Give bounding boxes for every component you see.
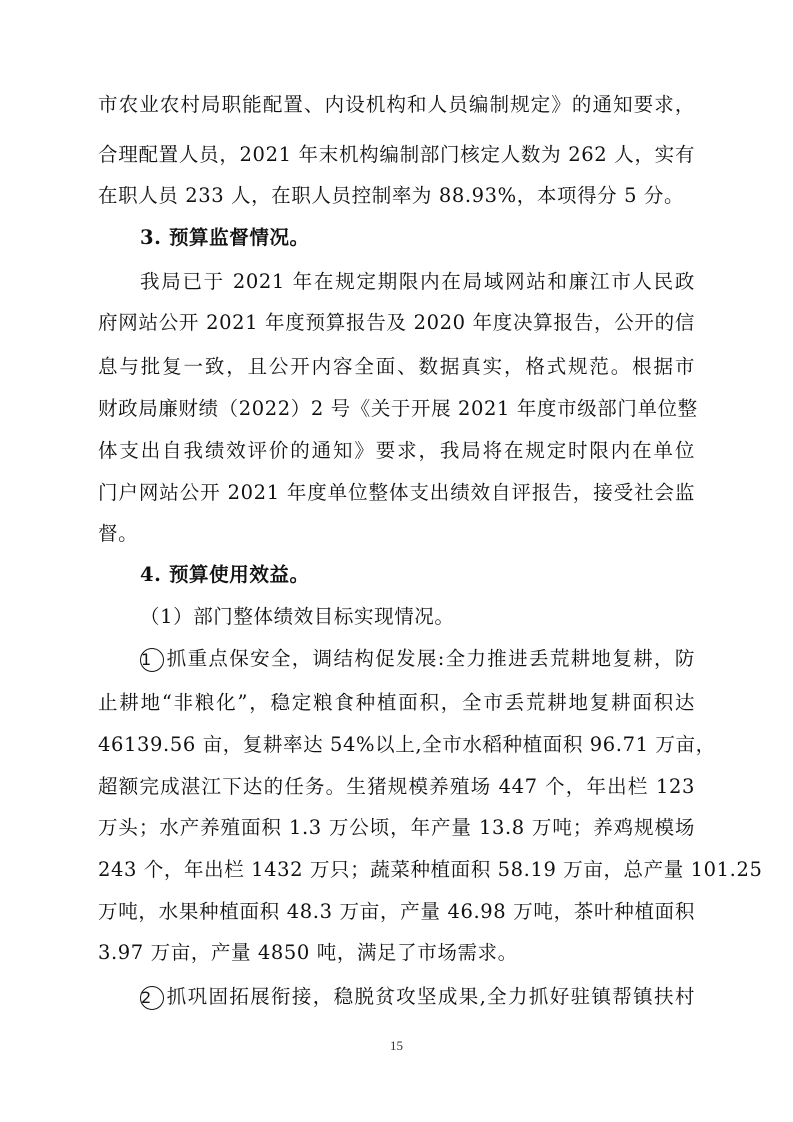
paragraph-text: 抓重点保安全，调结构促发展:全力推进丢荒耕地复耕，防 — [166, 647, 695, 670]
paragraph-line — [140, 985, 695, 1010]
paragraph-line: 合理配置人员，2021 年末机构编制部门核定人数为 262 人，实有 — [98, 143, 695, 166]
circled-number-marker: 2 — [140, 986, 164, 1010]
paragraph-line: 督。 — [98, 522, 139, 545]
page-number: 15 — [390, 1038, 403, 1053]
paragraph-line: 46139.56 亩，复耕率达 54%以上,全市水稻种植面积 96.71 万亩， — [98, 733, 716, 756]
circled-number-marker: 1 — [140, 648, 164, 672]
paragraph-line: 我局已于 2021 年在规定期限内在局域网站和廉江市人民政 — [140, 270, 695, 293]
paragraph-line: 243 个，年出栏 1432 万只；蔬菜种植面积 58.19 万亩，总产量 101.25 — [98, 858, 763, 881]
paragraph-line: 止耕地“非粮化”，稳定粮食种植面积，全市丢荒耕地复耕面积达 — [98, 691, 695, 714]
paragraph-line: 财政局廉财绩（2022）2 号《关于开展 2021 年度市级部门单位整 — [98, 397, 698, 420]
paragraph-line: 超额完成湛江下达的任务。生猪规模养殖场 447 个，年出栏 123 — [98, 775, 695, 798]
paragraph-line: 府网站公开 2021 年度预算报告及 2020 年度决算报告，公开的信 — [98, 311, 695, 334]
paragraph-line: 万吨，水果种植面积 48.3 万亩，产量 46.98 万吨，茶叶种植面积 — [98, 900, 695, 923]
paragraph-line — [140, 647, 695, 672]
paragraph-line: 万头；水产养殖面积 1.3 万公顷，年产量 13.8 万吨；养鸡规模场 — [98, 816, 695, 839]
subsection-heading: （1）部门整体绩效目标实现情况。 — [140, 605, 455, 628]
paragraph-line: 门户网站公开 2021 年度单位整体支出绩效自评报告，接受社会监 — [98, 481, 695, 504]
paragraph-line: 3.97 万亩，产量 4850 吨，满足了市场需求。 — [98, 941, 518, 964]
section-heading-budget-benefit: 4. 预算使用效益。 — [140, 563, 310, 586]
paragraph-line: 市农业农村局职能配置、内设机构和人员编制规定》的通知要求， — [98, 93, 695, 116]
paragraph-line: 体支出自我绩效评价的通知》要求，我局将在规定时限内在单位 — [98, 439, 695, 462]
paragraph-text: 抓巩固拓展衔接，稳脱贫攻坚成果,全力抓好驻镇帮镇扶村 — [166, 985, 695, 1008]
section-heading-budget-supervision: 3. 预算监督情况。 — [140, 226, 310, 249]
paragraph-line: 息与批复一致，且公开内容全面、数据真实，格式规范。根据市 — [98, 355, 695, 378]
paragraph-line: 在职人员 233 人，在职人员控制率为 88.93%，本项得分 5 分。 — [98, 184, 685, 207]
